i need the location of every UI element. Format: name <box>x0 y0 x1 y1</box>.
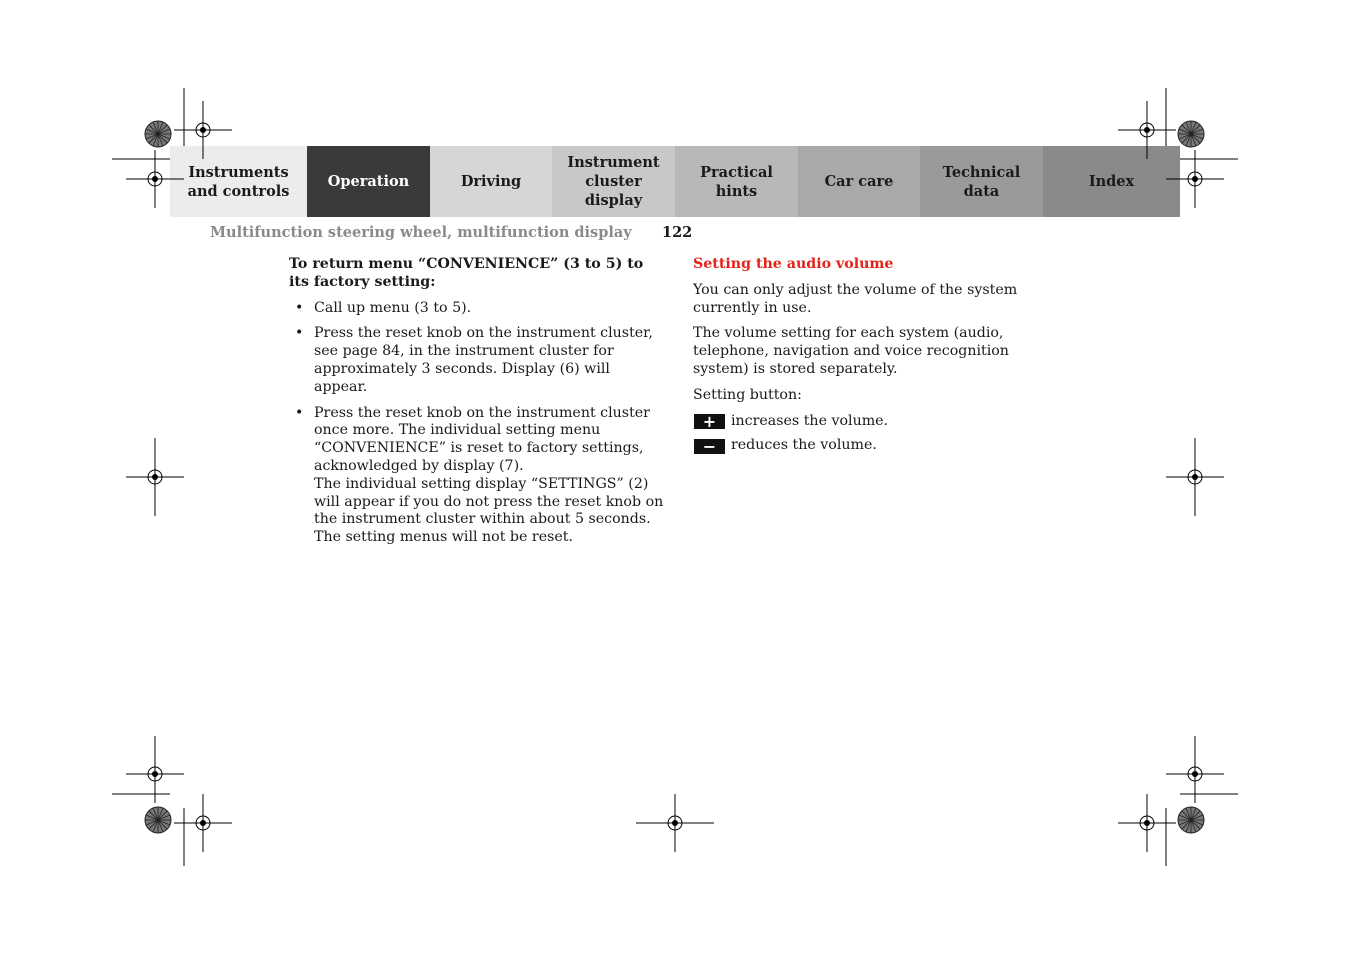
list-item-text: Call up menu (3 to 5). <box>314 299 472 316</box>
section-title: Multifunction steering wheel, multifunction display <box>210 224 632 241</box>
page-number: 122 <box>662 224 693 241</box>
tab-label: Technical data <box>942 163 1021 200</box>
reset-menu-heading: To return menu “CONVENIENCE” (3 to 5) to its factory setting: <box>289 256 644 290</box>
volume-paragraph-1: You can only adjust the volume of the system currently in use. <box>693 281 1018 316</box>
volume-paragraph-2: The volume setting for each system (audio, telephone, navigation and voice recognition system) is stored separately. <box>693 325 1009 377</box>
volume-down-text: reduces the volume. <box>731 437 877 454</box>
setting-button-label: Setting button: <box>693 386 802 403</box>
list-item-text: Press the reset knob on the instrument cluster, see page 84, in the instrument cluster for approximately 3 seconds. Display (6) will appear. <box>314 325 653 395</box>
tab-label: Index <box>1088 173 1135 190</box>
bullet-icon: • <box>295 325 304 342</box>
bullet-icon: • <box>295 299 304 316</box>
tab-label: Car care <box>824 173 894 190</box>
tab-label: Driving <box>460 173 522 190</box>
tab-label: Practical hints <box>700 163 773 200</box>
list-item-text: Press the reset knob on the instrument cluster once more. The individual setting menu “CONVENIENCE” is reset to factory settings, acknowledged by display (7). The individual setting display “SETTINGS” (2) will appear if you do not press the reset knob on the instrument cluster within about 5 seconds. The setting menus will not be reset. <box>314 404 664 546</box>
bullet-icon: • <box>295 404 304 421</box>
volume-up-text: increases the volume. <box>731 412 889 429</box>
plus-key-icon: + <box>694 414 725 429</box>
tab-label: Instrument cluster display <box>567 154 660 209</box>
tab-label: Instruments and controls <box>187 163 290 200</box>
tab-label: Operation <box>327 173 410 190</box>
audio-volume-heading: Setting the audio volume <box>693 256 894 272</box>
minus-key-icon: − <box>694 439 725 454</box>
